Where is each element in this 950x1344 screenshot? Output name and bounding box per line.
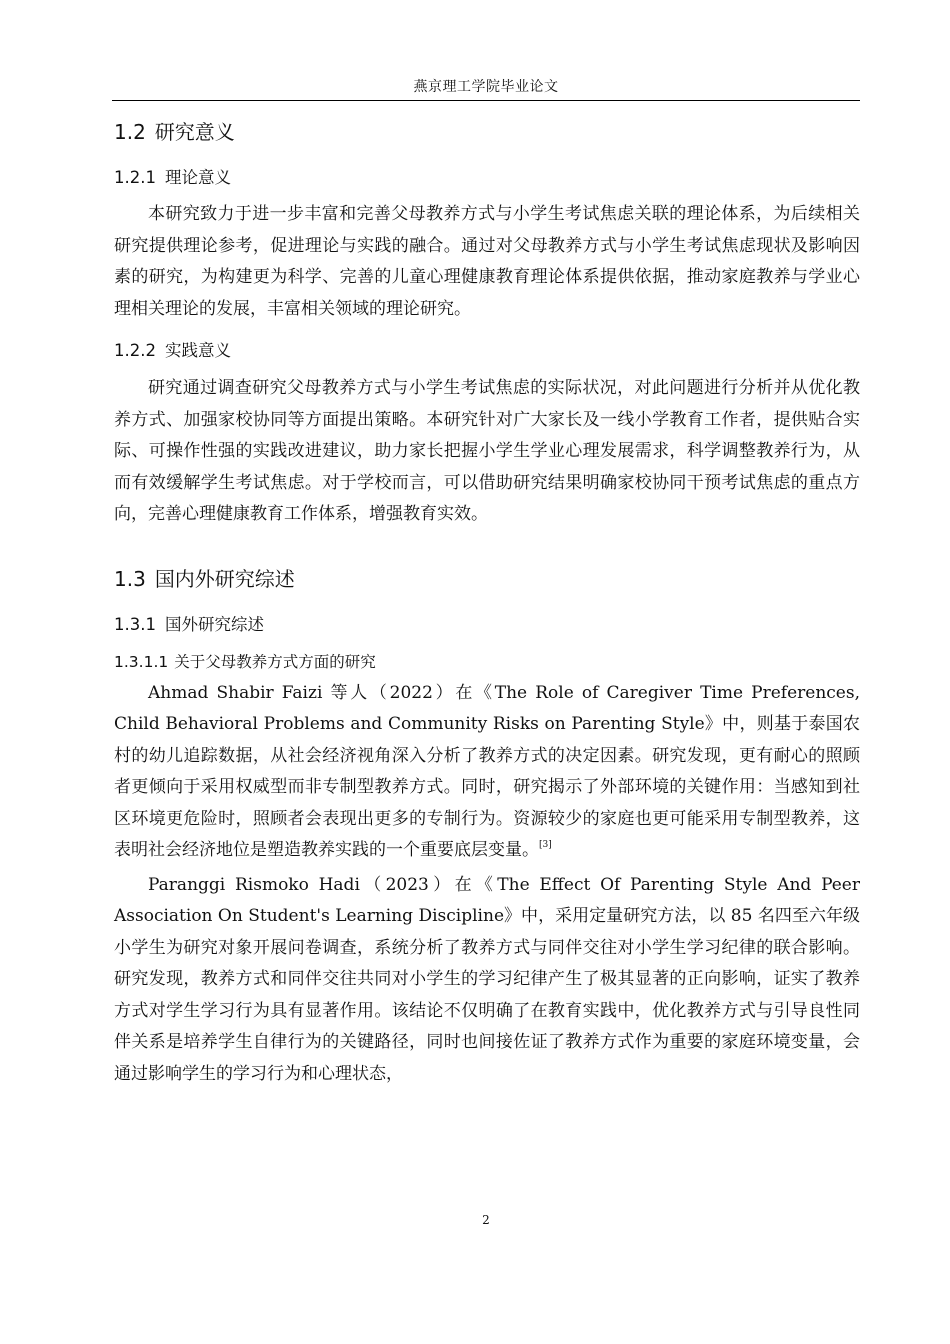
paragraph-faizi-study bbox=[114, 678, 860, 867]
subsection-heading-1-2-2 bbox=[114, 339, 860, 363]
subsection-number: 1.2.2 bbox=[114, 341, 156, 360]
section-title: 研究意义 bbox=[154, 120, 235, 144]
section-number: 1.2 bbox=[114, 120, 146, 144]
page-body bbox=[114, 108, 860, 1090]
paragraph-practice: 研究通过调查研究父母教养方式与小学生考试焦虑的实际状况，对此问题进行分析并从优化教养方式、加强家校协同等方面提出策略。本研究针对广大家长及一线小学教育工作者，提供贴合实际、可操作性强的实践改进建议，助力家长把握小学生学业心理发展需求，科学调整教养行为，从而有效缓解学生考试焦虑。对于学校而言，可以借助研究结果明确家校协同干预考试焦虑的重点方向，完善心理健康教育工作体系，增强教育实效。 bbox=[114, 378, 860, 524]
section-number: 1.3 bbox=[114, 566, 146, 591]
subsection-number: 1.2.1 bbox=[114, 168, 156, 187]
page-number: 2 bbox=[482, 1213, 490, 1227]
subsection-heading-1-3-1 bbox=[114, 613, 860, 637]
subsection-number: 1.3.1 bbox=[114, 614, 156, 634]
paragraph-faizi-text: Ahmad Shabir Faizi 等人（2022）在《The Role of Caregiver Time Preferences, Child Behavioral Problems and Community Risks on Parenting Style》中，则基于泰国农村的幼儿追踪数据，从社会经济视角深入分析了教养方式的决定因素。研究发现，更有耐心的照顾者更倾向于采用权威型而非专制型教养方式。同时，研究揭示了外部环境的关键作用：当感知到社区环境更危险时，照顾者会表现出更多的专制行为。资源较少的家庭也更可能采用专制型教养，这表明社会经济地位是塑造教养实践的一个重要底层变量。 bbox=[114, 682, 860, 860]
subsubsection-number: 1.3.1.1 bbox=[114, 652, 169, 671]
subsubsection-title: 关于父母教养方式方面的研究 bbox=[174, 652, 376, 671]
paragraph-hadi-study: Paranggi Rismoko Hadi（2023）在《The Effect Of Parenting Style And Peer Association On Student's Learning Discipline》中，采用定量研究方法，以 85 名四至六年级小学生为研究对象开展问卷调查，系统分析了教养方式与同伴交往对小学生学习纪律的联合影响。研究发现，教养方式和同伴交往共同对小学生的学习纪律产生了极其显著的正向影响，证实了教养方式对学生学习行为具有显著作用。该结论不仅明确了在教育实践中，优化教养方式与引导良性同伴关系是培养学生自律行为的关键路径，同时也间接佐证了教养方式作为重要的家庭环境变量，会通过影响学生的学习行为和心理状态， bbox=[114, 874, 860, 1084]
subsection-heading-1-2-1 bbox=[114, 166, 860, 190]
header-rule bbox=[112, 100, 860, 101]
citation-marker: [3] bbox=[539, 840, 552, 850]
section-title: 国内外研究综述 bbox=[154, 566, 295, 591]
paragraph-theory: 本研究致力于进一步丰富和完善父母教养方式与小学生考试焦虑关联的理论体系，为后续相关研究提供理论参考，促进理论与实践的融合。通过对父母教养方式与小学生考试焦虑现状及影响因素的研究，为构建更为科学、完善的儿童心理健康教育理论体系提供依据，推动家庭教养与学业心理相关理论的发展，丰富相关领域的理论研究。 bbox=[114, 204, 860, 319]
running-header: 燕京理工学院毕业论文 bbox=[413, 79, 559, 95]
subsection-title: 国外研究综述 bbox=[164, 614, 264, 634]
subsubsection-heading-1-3-1-1 bbox=[114, 650, 860, 674]
subsection-title: 理论意义 bbox=[164, 168, 231, 187]
section-heading-1-3 bbox=[114, 565, 860, 593]
section-heading-1-2 bbox=[114, 118, 860, 146]
subsection-title: 实践意义 bbox=[164, 341, 231, 360]
